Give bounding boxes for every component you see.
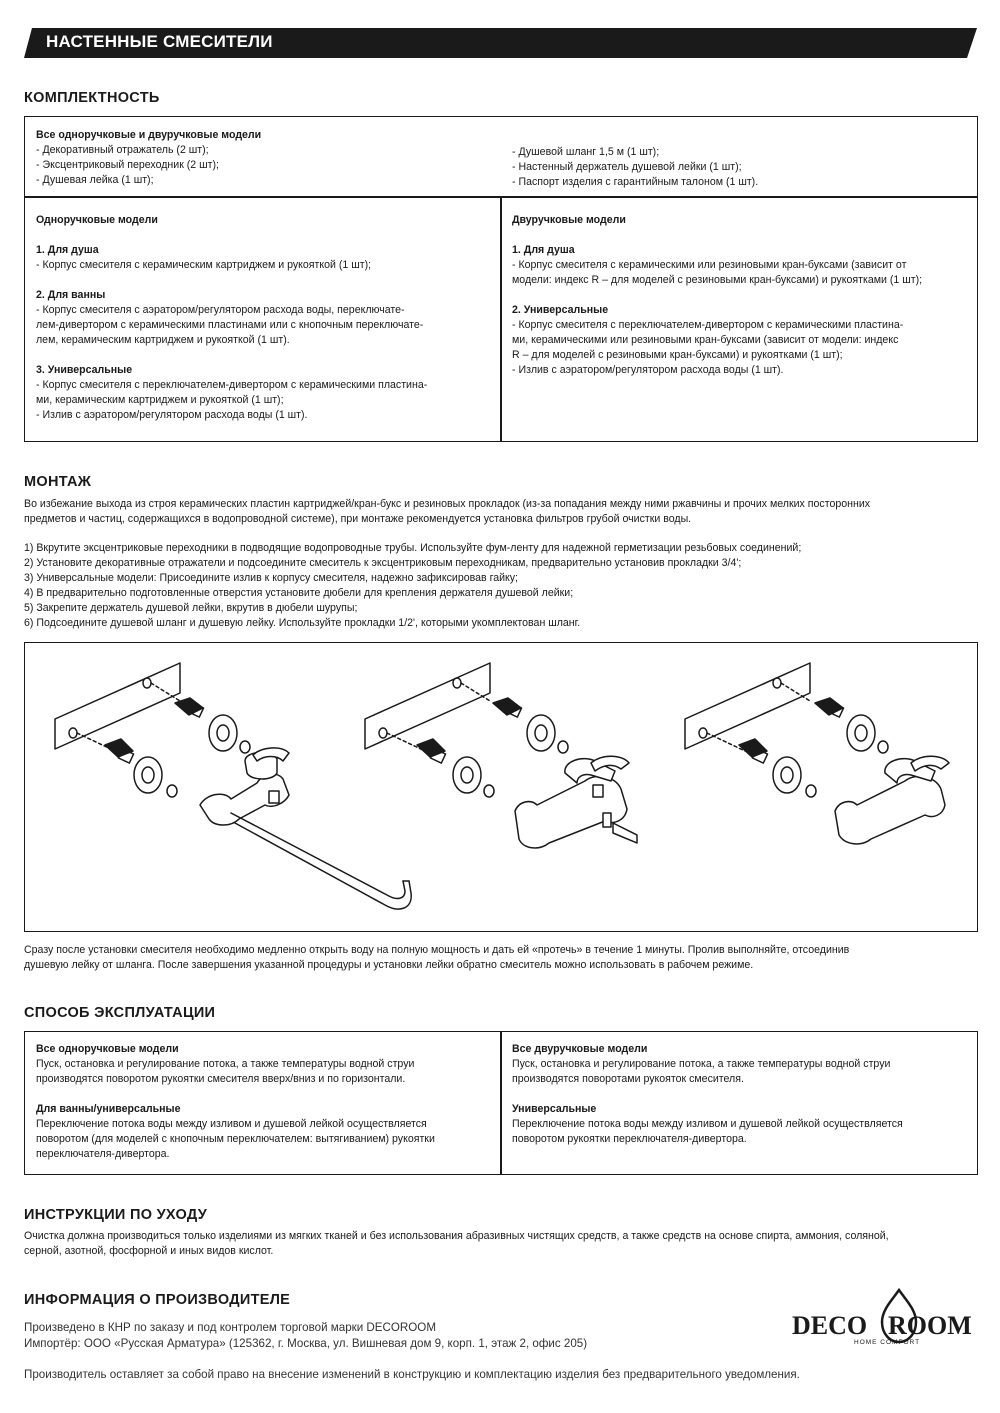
usage-l1-line: Пуск, остановка и регулирование потока, а также температуры водной струи bbox=[36, 1058, 415, 1070]
logo-word-right: ROOM bbox=[888, 1311, 972, 1340]
care-heading: ИНСТРУКЦИИ ПО УХОДУ bbox=[24, 1207, 208, 1223]
kit-single-s3-line: - Излив с аэратором/регулятором расхода воды (1 шт). bbox=[36, 409, 308, 421]
kit-single-s3-title: 3. Универсальные bbox=[36, 364, 133, 376]
care-line: серной, азотной, фосфорной и иных видов кислот. bbox=[24, 1245, 274, 1257]
mount-after-line: Сразу после установки смесителя необходимо медленно открыть воду на полную мощность и дать ей «протечь» в течение 1 минуты. Пролив выполняйте, отсоединив bbox=[24, 944, 850, 956]
maker-heading: ИНФОРМАЦИЯ О ПРОИЗВОДИТЕЛЕ bbox=[24, 1292, 291, 1308]
usage-l2-line: Переключение потока воды между изливом и душевой лейкой осуществляется bbox=[36, 1118, 427, 1130]
usage-l1-title: Все одноручковые модели bbox=[36, 1043, 179, 1055]
usage-r1-line: производятся поворотами рукояток смесителя. bbox=[512, 1073, 744, 1085]
kit-double-handle bbox=[512, 213, 972, 378]
usage-l1-line: производятся поворотом рукоятки смесителя вверх/вниз и по горизонтали. bbox=[36, 1073, 406, 1085]
usage-heading: СПОСОБ ЭКСПЛУАТАЦИИ bbox=[24, 1005, 216, 1021]
kit-double-s2-title: 2. Универсальные bbox=[512, 304, 609, 316]
kit-all-right-item: - Паспорт изделия с гарантийным талоном (1 шт). bbox=[512, 176, 759, 188]
kit-single-s2-title: 2. Для ванны bbox=[36, 289, 106, 301]
faucet-bath-figure bbox=[365, 663, 637, 848]
usage-table-column-divider bbox=[500, 1031, 502, 1175]
mount-after-line: душевую лейку от шланга. После завершения указанной процедуры и установки лейки обратно смеситель можно использовать в рабочем режиме. bbox=[24, 959, 754, 971]
decoroom-logo bbox=[792, 1286, 980, 1356]
kit-double-s2-line: R – для моделей с резиновыми кран-буксами) и рукоятками (1 шт); bbox=[512, 349, 843, 361]
care-line: Очистка должна производиться только изделиями из мягких тканей и без использования абразивных чистящих средств, а также средств на основе спирта, аммония, соляной, bbox=[24, 1230, 889, 1242]
kit-all-title: Все одноручковые и двуручковые модели bbox=[36, 129, 262, 141]
mount-intro-line: предметов и частиц, содержащихся в водопроводной системе), при монтаже рекомендуется установка фильтров грубой очистки воды. bbox=[24, 513, 692, 525]
usage-right bbox=[512, 1042, 972, 1147]
usage-r1-line: Пуск, остановка и регулирование потока, а также температуры водной струи bbox=[512, 1058, 891, 1070]
usage-left bbox=[36, 1042, 496, 1162]
kit-single-s1-title: 1. Для душа bbox=[36, 244, 99, 256]
kit-single-s2-line: лем, керамическим картриджем и рукояткой (1 шт). bbox=[36, 334, 290, 346]
usage-l2-line: переключателя-дивертора. bbox=[36, 1148, 170, 1160]
installation-diagram-drawing bbox=[25, 643, 976, 930]
care-text bbox=[24, 1229, 979, 1259]
decoroom-logo-mark bbox=[792, 1286, 980, 1356]
kit-all-models bbox=[36, 128, 496, 188]
kit-double-s2-line: - Излив с аэратором/регулятором расхода воды (1 шт). bbox=[512, 364, 784, 376]
mount-steps bbox=[24, 541, 979, 631]
logo-word-left: DECO bbox=[792, 1311, 868, 1340]
mount-step: 3) Универсальные модели: Присоедините излив к корпусу смесителя, надежно зафиксировав гайку; bbox=[24, 572, 519, 584]
kit-double-s1-line: - Корпус смесителя с керамическими или резиновыми кран-буксами (зависит от bbox=[512, 259, 907, 271]
usage-l2-title: Для ванны/универсальные bbox=[36, 1103, 181, 1115]
kit-double-s2-line: ми, керамическими или резиновыми кран-буксами (зависит от модели: индекс bbox=[512, 334, 899, 346]
kit-single-s2-line: лем-дивертором с керамическими пластинами или с кнопочным переключате- bbox=[36, 319, 424, 331]
kit-double-s2-line: - Корпус смесителя с переключателем-дивертором с керамическими пластина- bbox=[512, 319, 904, 331]
kit-single-handle bbox=[36, 213, 496, 423]
maker-disclaimer: Производитель оставляет за собой право на внесение изменений в конструкцию и комплектацию изделия без предварительного уведомления. bbox=[24, 1368, 800, 1381]
kit-all-left-item: - Эксцентриковый переходник (2 шт); bbox=[36, 159, 219, 171]
kit-single-s2-line: - Корпус смесителя с аэратором/регулятором расхода воды, переключате- bbox=[36, 304, 405, 316]
kit-double-title: Двуручковые модели bbox=[512, 214, 626, 226]
mount-after bbox=[24, 943, 979, 973]
kit-single-title: Одноручковые модели bbox=[36, 214, 158, 226]
logo-tagline: HOME COMFORT bbox=[854, 1339, 921, 1346]
kit-single-s3-line: ми, керамическим картриджем и рукояткой (1 шт); bbox=[36, 394, 284, 406]
kit-all-left-item: - Душевая лейка (1 шт); bbox=[36, 174, 154, 186]
mount-heading: МОНТАЖ bbox=[24, 474, 92, 490]
maker-line-2: Импортёр: ООО «Русская Арматура» (125362, г. Москва, ул. Вишневая дом 9, корп. 1, этаж 2, офис 205) bbox=[24, 1337, 588, 1350]
kit-double-s1-title: 1. Для душа bbox=[512, 244, 575, 256]
mount-intro bbox=[24, 497, 979, 527]
header-banner bbox=[24, 28, 977, 58]
mount-step: 5) Закрепите держатель душевой лейки, вкрутив в дюбели шурупы; bbox=[24, 602, 358, 614]
kit-all-right-item: - Настенный держатель душевой лейки (1 шт); bbox=[512, 161, 742, 173]
mount-step: 6) Подсоедините душевой шланг и душевую лейку. Используйте прокладки 1/2', которыми укомплектован шланг. bbox=[24, 617, 581, 629]
page-title: НАСТЕННЫЕ СМЕСИТЕЛИ bbox=[46, 32, 273, 51]
kit-all-right-item: - Душевой шланг 1,5 м (1 шт); bbox=[512, 146, 660, 158]
faucet-shower-figure bbox=[685, 663, 949, 844]
kit-single-s3-line: - Корпус смесителя с переключателем-дивертором с керамическими пластина- bbox=[36, 379, 428, 391]
mount-step: 2) Установите декоративные отражатели и подсоедините смеситель к эксцентриковым переходникам, предварительно установив прокладки 3/4'; bbox=[24, 557, 742, 569]
kit-heading: КОМПЛЕКТНОСТЬ bbox=[24, 90, 160, 106]
kit-all-models-right bbox=[512, 145, 972, 190]
faucet-long-spout-figure bbox=[55, 663, 411, 909]
usage-r2-line: поворотом рукоятки переключателя-дивертора. bbox=[512, 1133, 747, 1145]
installation-diagram bbox=[24, 642, 978, 932]
mount-step: 1) Вкрутите эксцентриковые переходники в подводящие водопроводные трубы. Используйте фум-ленту для надежной герметизации резьбовых соединений; bbox=[24, 542, 802, 554]
usage-r1-title: Все двуручковые модели bbox=[512, 1043, 648, 1055]
mount-step: 4) В предварительно подготовленные отверстия установите дюбели для крепления держателя душевой лейки; bbox=[24, 587, 574, 599]
kit-all-left-item: - Декоративный отражатель (2 шт); bbox=[36, 144, 209, 156]
kit-single-s1-line: - Корпус смесителя с керамическим картриджем и рукояткой (1 шт); bbox=[36, 259, 372, 271]
usage-r2-line: Переключение потока воды между изливом и душевой лейкой осуществляется bbox=[512, 1118, 903, 1130]
mount-intro-line: Во избежание выхода из строя керамических пластин картриджей/кран-букс и резиновых прокладок (из-за попадания между ними ржавчины и прочих мелких посторонних bbox=[24, 498, 871, 510]
kit-table-column-divider bbox=[500, 196, 502, 442]
usage-l2-line: поворотом (для моделей с кнопочным переключателем: вытягиванием) рукоятки bbox=[36, 1133, 435, 1145]
kit-double-s1-line: модели: индекс R – для моделей с резиновыми кран-буксами) и рукоятками (1 шт); bbox=[512, 274, 923, 286]
usage-r2-title: Универсальные bbox=[512, 1103, 597, 1115]
maker-line-1: Произведено в КНР по заказу и под контролем торговой марки DECOROOM bbox=[24, 1321, 436, 1334]
